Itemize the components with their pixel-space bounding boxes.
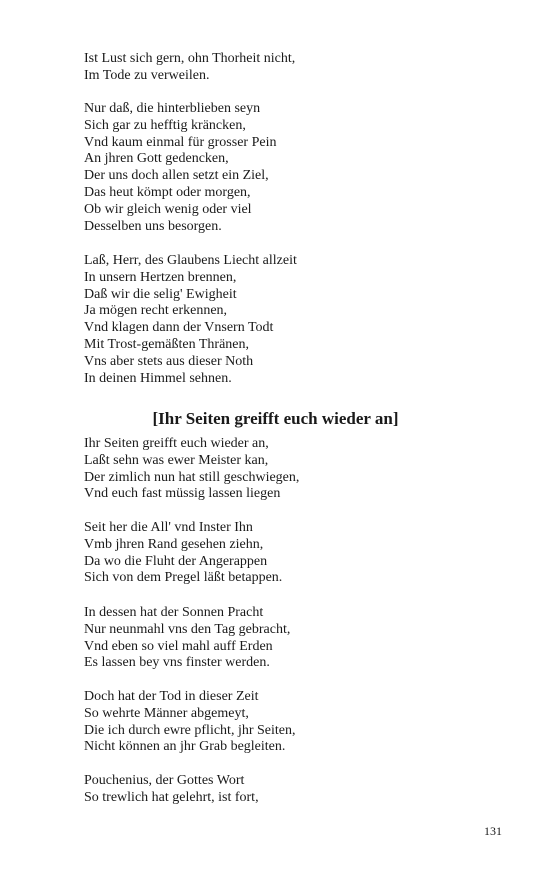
verse-line: In dessen hat der Sonnen Pracht [84,605,264,620]
verse-line: Nur daß, die hinterblieben seyn [84,101,261,116]
verse-line: Vnd kaum einmal für grosser Pein [84,134,277,150]
verse-line: Pouchenius, der Gottes Wort [84,773,245,788]
verse-line: So wehrte Männer abgemeyt, [84,705,249,721]
verse-line: Es lassen bey vns finster werden. [84,655,270,671]
poem1-stanza-1 [84,51,295,85]
verse-line: Ja mögen recht erkennen, [84,303,228,319]
verse-line: Da wo die Fluht der Angerappen [84,553,268,569]
verse-line: Laß, Herr, des Glaubens Liecht allzeit [84,253,297,268]
verse-line: Die ich durch ewre pflicht, jhr Seiten, [84,722,296,738]
page-number: 131 [484,824,502,838]
verse-line: Im Tode zu verweilen. [84,67,210,83]
verse-line: Der zimlich nun hat still geschwiegen, [84,469,300,485]
verse-line: Ihr Seiten greifft euch wieder an, [84,436,269,451]
poem1-stanza-3 [84,253,297,387]
verse-line: Nicht können an jhr Grab begleiten. [84,739,286,755]
verse-line: Der uns doch allen setzt ein Ziel, [84,168,269,184]
poem-title: [Ihr Seiten greifft euch wieder an] [152,409,399,428]
verse-line: An jhren Gott gedencken, [84,151,229,167]
verse-line: Daß wir die selig' Ewigheit [84,286,237,302]
poem2-stanza-4 [84,689,295,756]
poem1-stanza-2 [84,101,276,235]
verse-line: Doch hat der Tod in dieser Zeit [84,689,259,704]
poem2-stanza-1 [84,436,299,503]
verse-line: Ob wir gleich wenig oder viel [84,201,252,217]
verse-line: In deinen Himmel sehnen. [84,370,232,386]
poem2-stanza-5 [84,773,259,807]
verse-line: Vns aber stets aus dieser Noth [84,353,254,369]
poem2-stanza-3 [84,605,290,672]
verse-line: Ist Lust sich gern, ohn Thorheit nicht, [84,51,296,66]
verse-line: Sich von dem Pregel läßt betappen. [84,570,283,586]
verse-line: Vnd eben so viel mahl auff Erden [84,638,273,654]
verse-line: Laßt sehn was ewer Meister kan, [84,452,269,468]
verse-line: Vmb jhren Rand gesehen ziehn, [84,536,264,552]
verse-line: In unsern Hertzen brennen, [84,269,237,285]
verse-line: Das heut kömpt oder morgen, [84,184,251,200]
poem2-stanza-2 [84,520,282,587]
verse-line: Nur neunmahl vns den Tag gebracht, [84,621,291,637]
verse-line: Vnd klagen dann der Vnsern Todt [84,320,274,336]
verse-line: So trewlich hat gelehrt, ist fort, [84,789,259,805]
verse-line: Vnd euch fast müssig lassen liegen [84,486,281,502]
verse-line: Mit Trost-gemäßten Thränen, [84,336,250,352]
verse-line: Desselben uns besorgen. [84,218,222,234]
verse-line: Seit her die All' vnd Inster Ihn [84,520,253,535]
verse-line: Sich gar zu hefftig kräncken, [84,117,246,133]
